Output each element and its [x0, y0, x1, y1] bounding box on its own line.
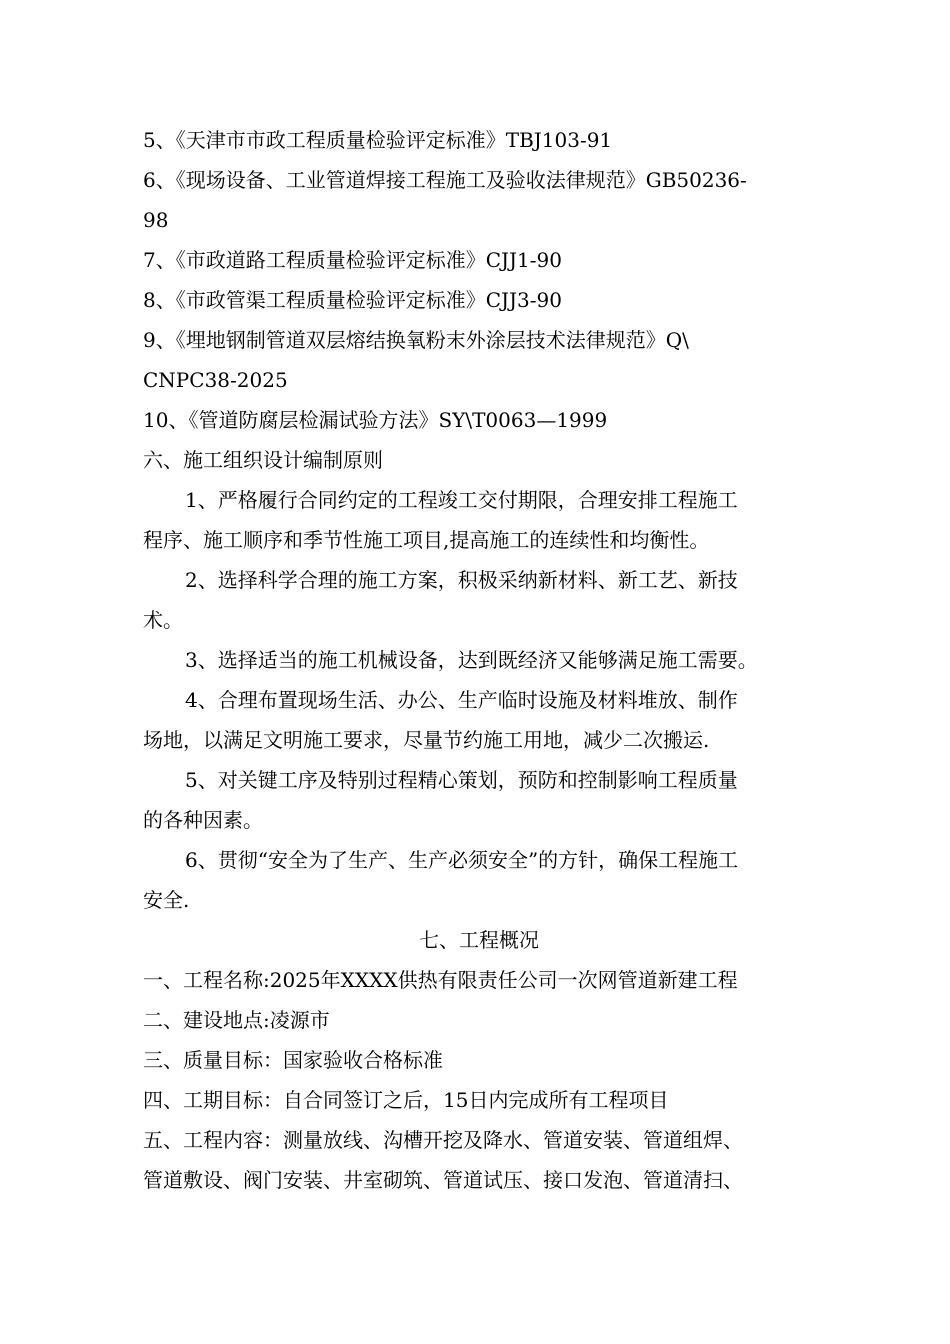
- principle-2: 2、选择科学合理的施工方案，积极采纳新材料、新工艺、新技: [185, 568, 738, 592]
- principle-6-cont: 安全.: [143, 888, 190, 912]
- project-content: 五、工程内容：测量放线、沟槽开挖及降水、管道安装、管道组焊、: [143, 1128, 743, 1152]
- standard-item-8: 8、《市政管渠工程质量检验评定标准》CJJ3-90: [143, 288, 562, 312]
- standard-item-10: 10、《管道防腐层检漏试验方法》SY\T0063—1999: [143, 408, 608, 432]
- standard-item-9-cont: CNPC38-2025: [143, 368, 288, 392]
- document-page: [143, 120, 815, 1200]
- schedule-target: 四、工期目标：自合同签订之后，15日内完成所有工程项目: [143, 1088, 669, 1112]
- principle-1-cont: 程序、施工顺序和季节性施工项目,提高施工的连续性和均衡性。: [143, 528, 710, 552]
- project-name: 一、工程名称:2025年XXXX供热有限责任公司一次网管道新建工程: [143, 968, 738, 992]
- quality-target: 三、质量目标：国家验收合格标准: [143, 1048, 443, 1072]
- principle-5: 5、对关键工序及特别过程精心策划，预防和控制影响工程质量: [185, 768, 738, 792]
- principle-4: 4、合理布置现场生活、办公、生产临时设施及材料堆放、制作: [185, 688, 738, 712]
- section-6-heading: 六、施工组织设计编制原则: [143, 448, 383, 472]
- principle-6: 6、贯彻“安全为了生产、生产必须安全”的方针，确保工程施工: [185, 848, 739, 872]
- principle-1: 1、严格履行合同约定的工程竣工交付期限，合理安排工程施工: [185, 488, 738, 512]
- standard-item-9: 9、《埋地钢制管道双层熔结换氧粉末外涂层技术法律规范》Q\: [143, 328, 689, 352]
- project-location: 二、建设地点:凌源市: [143, 1008, 330, 1032]
- principle-5-cont: 的各种因素。: [143, 808, 263, 832]
- standard-item-7: 7、《市政道路工程质量检验评定标准》CJJ1-90: [143, 248, 562, 272]
- project-content-cont: 管道敷设、阀门安装、井室砌筑、管道试压、接口发泡、管道清扫、: [143, 1168, 743, 1192]
- principle-2-cont: 术。: [143, 608, 183, 632]
- principle-3: 3、选择适当的施工机械设备，达到既经济又能够满足施工需要。: [185, 648, 758, 672]
- standard-item-5: 5、《天津市市政工程质量检验评定标准》TBJ103-91: [143, 128, 613, 152]
- standard-item-6-cont: 98: [143, 208, 169, 232]
- principle-4-cont: 场地，以满足文明施工要求，尽量节约施工用地，减少二次搬运.: [143, 728, 710, 752]
- section-7-heading: 七、工程概况: [419, 928, 539, 952]
- standard-item-6: 6、《现场设备、工业管道焊接工程施工及验收法律规范》GB50236-: [143, 168, 747, 192]
